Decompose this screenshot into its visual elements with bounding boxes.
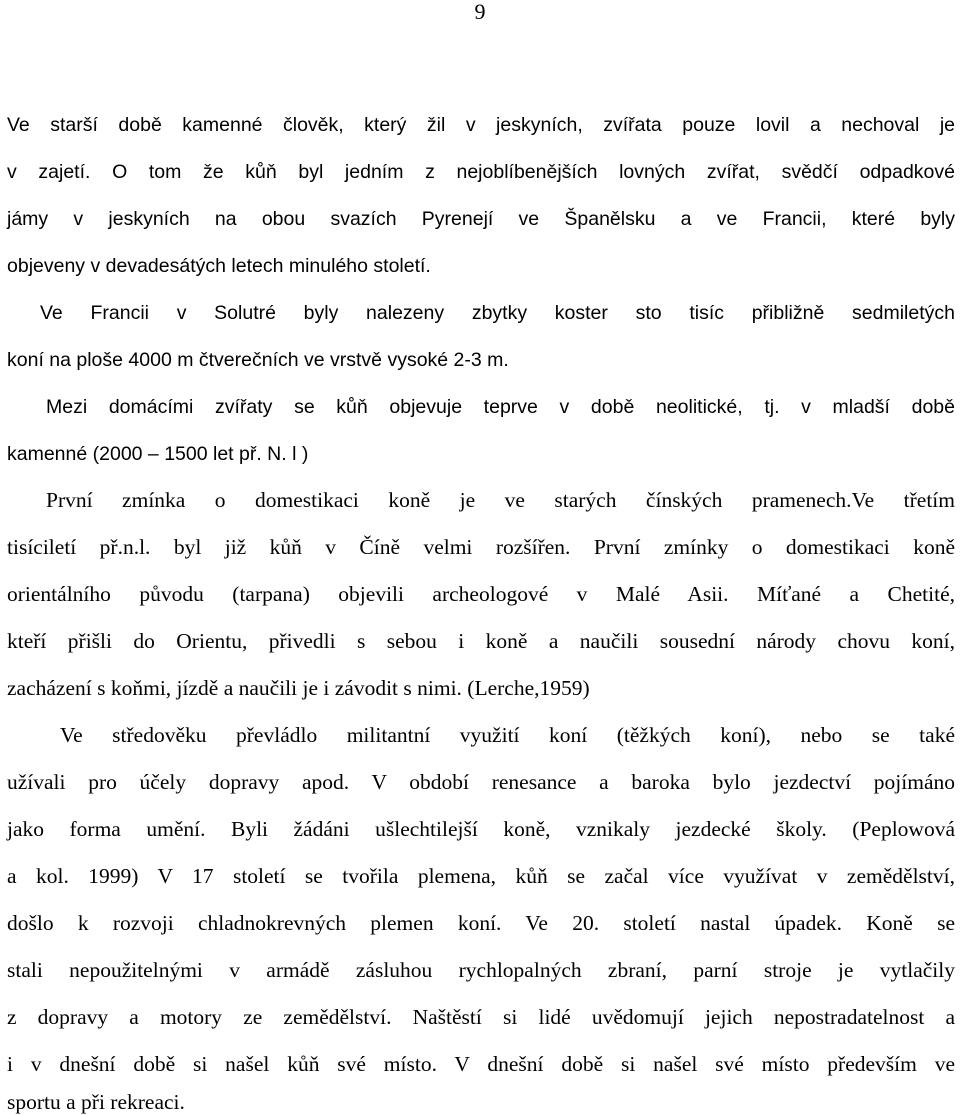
text-line: i v dnešní době si našel kůň své místo. V dnešní době si našel své místo především ve: [7, 1052, 955, 1076]
text-line: zacházení s koňmi, jízdě a naučili je i závodit s nimi. (Lerche,1959): [7, 676, 590, 700]
text-line: jámy v jeskyních na obou svazích Pyrenejí ve Španělsku a ve Francii, které byly: [7, 208, 955, 230]
text-line: z dopravy a motory ze zemědělství. Naštěstí si lidé uvědomují jejich nepostradatelnost a: [7, 1005, 955, 1029]
text-line: došlo k rozvoji chladnokrevných plemen koní. Ve 20. století nastal úpadek. Koně se: [7, 911, 955, 935]
text-line: kteří přišli do Orientu, přivedli s sebou i koně a naučili sousední národy chovu koní,: [7, 629, 955, 653]
text-line: Mezi domácími zvířaty se kůň objevuje teprve v době neolitické, tj. v mladší době: [46, 396, 955, 418]
text-line: a kol. 1999) V 17 století se tvořila plemena, kůň se začal více využívat v zemědělství,: [7, 864, 955, 888]
page-number: 9: [474, 0, 486, 24]
text-line: jako forma umění. Byli žádáni ušlechtilejší koně, vznikaly jezdecké školy. (Peplowová: [7, 817, 955, 841]
text-line: v zajetí. O tom že kůň byl jedním z nejoblíbenějších lovných zvířat, svědčí odpadkové: [7, 161, 955, 183]
text-line: První zmínka o domestikaci koně je ve starých čínských pramenech.Ve třetím: [46, 488, 955, 512]
text-line: orientálního původu (tarpana) objevili archeologové v Malé Asii. Míťané a Chetité,: [7, 582, 955, 606]
text-line: koní na ploše 4000 m čtverečních ve vrstvě vysoké 2-3 m.: [7, 349, 509, 371]
text-line: objeveny v devadesátých letech minulého století.: [7, 255, 431, 277]
text-line: užívali pro účely dopravy apod. V období renesance a baroka bylo jezdectví pojímáno: [7, 770, 955, 794]
text-line: Ve středověku převládlo militantní využití koní (těžkých koní), nebo se také: [60, 723, 955, 747]
text-line: sportu a při rekreaci.: [7, 1090, 185, 1114]
text-line: Ve Francii v Solutré byly nalezeny zbytky koster sto tisíc přibližně sedmiletých: [40, 302, 955, 324]
text-line: tisíciletí př.n.l. byl již kůň v Číně velmi rozšířen. První zmínky o domestikaci koně: [7, 535, 955, 559]
text-line: kamenné (2000 – 1500 let př. N. l ): [7, 443, 309, 465]
text-line: Ve starší době kamenné člověk, který žil v jeskyních, zvířata pouze lovil a nechoval je: [7, 114, 955, 136]
text-line: stali nepoužitelnými v armádě zásluhou rychlopalných zbraní, parní stroje je vytlačily: [7, 958, 955, 982]
